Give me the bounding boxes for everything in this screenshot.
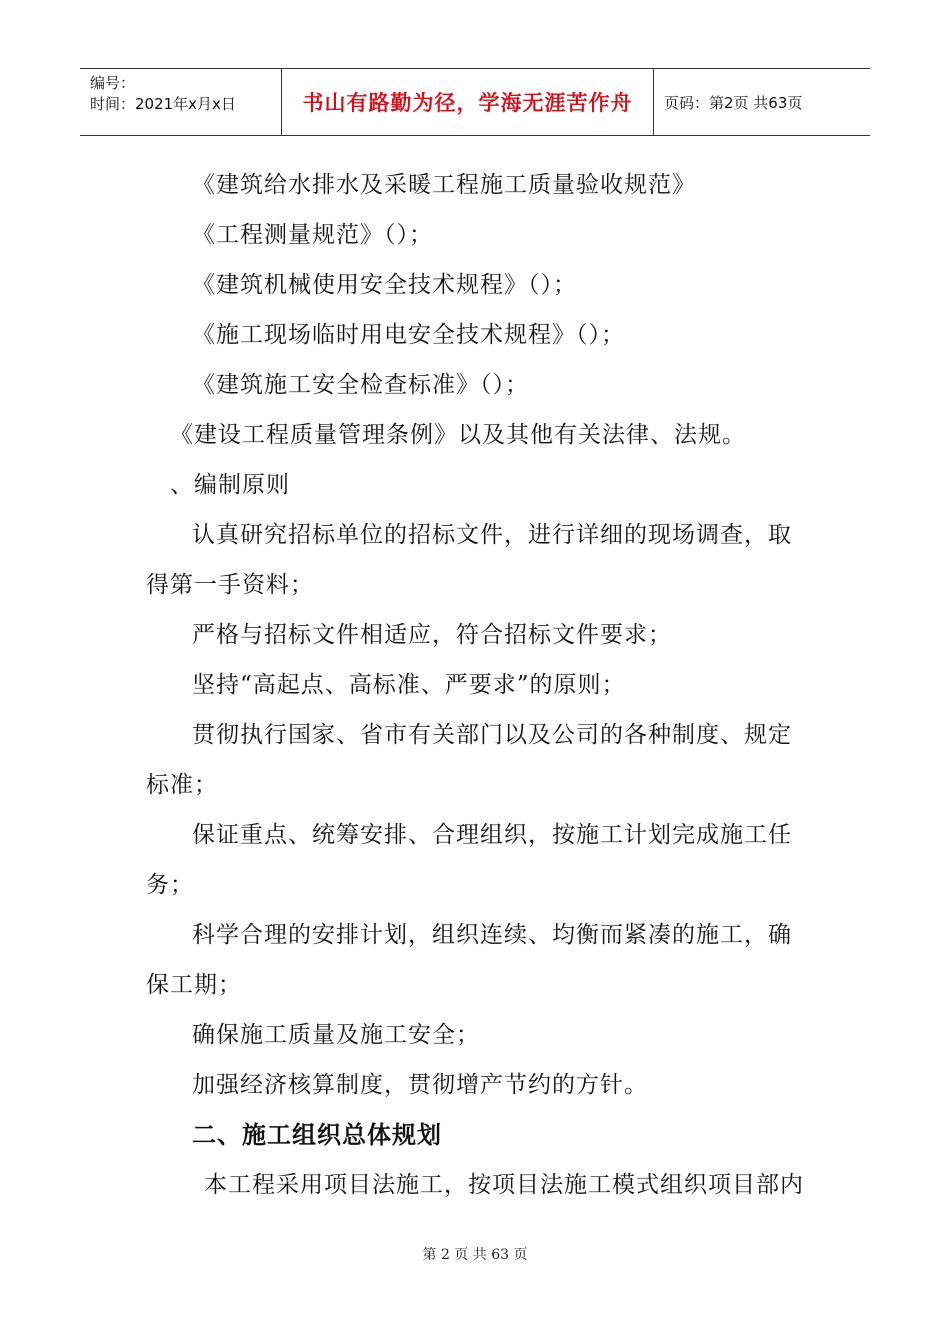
- paragraph-line: 确保施工质量及施工安全；: [192, 1022, 480, 1048]
- header-motto-cell: [282, 69, 654, 135]
- reference-line: 《建筑机械使用安全技术规程》（）；: [192, 272, 577, 298]
- paragraph-line: 严格与招标文件相适应，符合招标文件要求；: [192, 622, 672, 648]
- paragraph-line: 标准；: [146, 772, 218, 798]
- header-motto: 书山有路勤为径，学海无涯苦作舟: [302, 91, 633, 115]
- paragraph-line: 贯彻执行国家、省市有关部门以及公司的各种制度、规定: [192, 722, 792, 748]
- header-page-info: 页码：第2页 共63页: [664, 93, 803, 112]
- document-time: 时间：2021年x月x日: [90, 95, 236, 113]
- paragraph-line: 保证重点、统筹安排、合理组织，按施工计划完成施工任: [192, 822, 792, 848]
- paragraph-line: 加强经济核算制度，贯彻增产节约的方针。: [192, 1072, 648, 1098]
- paragraph-line: 保工期；: [146, 972, 242, 998]
- reference-line: 《建筑施工安全检查标准》（）；: [192, 372, 529, 398]
- paragraph-line: 坚持“高起点、高标准、严要求”的原则；: [192, 672, 626, 698]
- reference-line: 《工程测量规范》（）；: [192, 222, 433, 248]
- paragraph-line: 务；: [146, 872, 194, 898]
- page-footer: 第 2 页 共 63 页: [422, 1247, 528, 1263]
- header-meta: [80, 69, 282, 135]
- paragraph-line: 认真研究招标单位的招标文件，进行详细的现场调查，取: [192, 522, 792, 548]
- page-header: [80, 68, 870, 136]
- document-number: 编号：: [90, 74, 136, 92]
- section-heading: 二、施工组织总体规划: [192, 1121, 442, 1149]
- paragraph-line: 得第一手资料；: [146, 572, 314, 598]
- section-title: 、编制原则: [170, 472, 290, 498]
- reference-line: 《施工现场临时用电安全技术规程》（）；: [192, 322, 625, 348]
- reference-line: 《建设工程质量管理条例》以及其他有关法律、法规。: [170, 422, 746, 448]
- reference-line: 《建筑给水排水及采暖工程施工质量验收规范》: [192, 172, 696, 198]
- paragraph-line: 科学合理的安排计划，组织连续、均衡而紧凑的施工，确: [192, 922, 792, 948]
- paragraph-line: 本工程采用项目法施工，按项目法施工模式组织项目部内: [204, 1172, 804, 1198]
